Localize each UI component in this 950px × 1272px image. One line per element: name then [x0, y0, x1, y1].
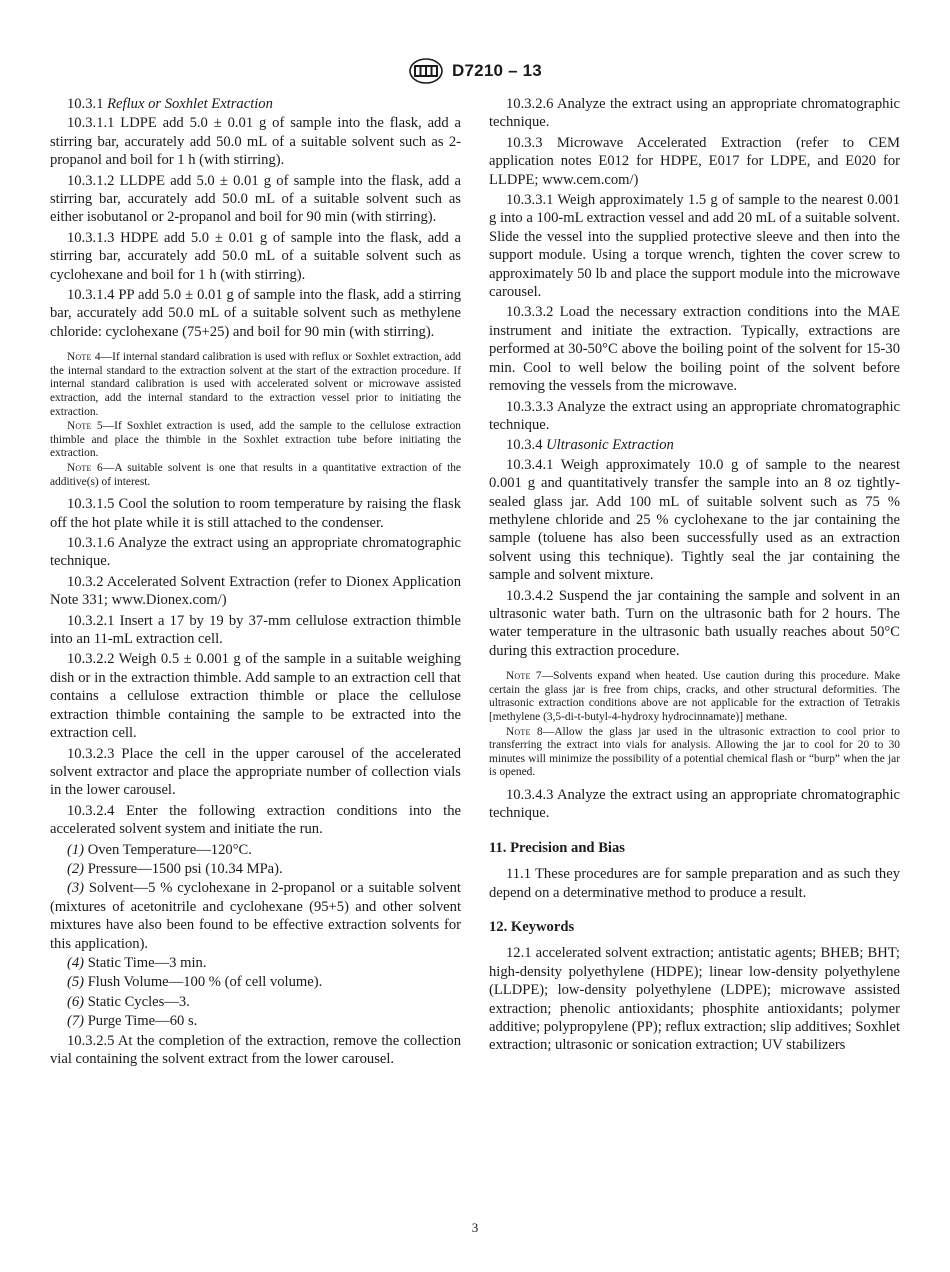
- condition-item: (7) Purge Time—60 s.: [67, 1013, 198, 1030]
- page-header: [0, 56, 950, 86]
- note-4: Note 4—If internal standard calibration is used with reflux or Soxhlet extraction, add the internal standard to the extraction solvent at the start of the extraction procedure. If internal standard calibration is used with accelerated solvent or microwave assisted extraction, add the internal standard to the extraction vessel prior to initiating the extraction.: [50, 351, 461, 418]
- document-id: D7210 – 13: [452, 61, 542, 80]
- paragraph-12-1: 12.1 accelerated solvent extraction; antistatic agents; BHEB; BHT; high-density polyethylene (HDPE); linear low-density polyethylene (LLDPE); low-density polyethylene (LDPE); microwave assisted extraction; phenolic antioxidants; phosphite antioxidants; polymer additive; polypropylene (PP); reflux extraction; slip additives; Soxhlet extraction; ultrasonic or sonication extraction; UV stabilizers: [489, 945, 900, 1054]
- paragraph-10-3-2-5: 10.3.2.5 At the completion of the extraction, remove the collection vial containing the solvent extract from the lower carousel.: [50, 1032, 461, 1067]
- page-number: 3: [471, 1220, 479, 1235]
- left-column: [50, 95, 461, 1070]
- notes-7-8: [489, 670, 900, 780]
- section-12-heading: 12. Keywords: [489, 918, 575, 935]
- paragraph-10-3-4-1: 10.3.4.1 Weigh approximately 10.0 g of sample to the nearest 0.001 g and quantitatively transfer the sample into an 8 oz tightly-sealed glass jar. Add 100 mL of suitable solvent such as 75 % methylene chloride and 25 % cyclohexane to the jar containing the sample (toluene has also been successfully used as an extraction solvent using this technique). Tightly seal the jar containing the sample and solvent mixture.: [489, 456, 900, 584]
- condition-item: (6) Static Cycles—3.: [67, 993, 190, 1010]
- paragraph-10-3-3: 10.3.3 Microwave Accelerated Extraction (refer to CEM application notes E012 for HDPE, E017 for LDPE, and E020 for LLDPE; www.cem.com/): [489, 134, 900, 188]
- paragraph-10-3-4-2: 10.3.4.2 Suspend the jar containing the sample and solvent in an ultrasonic water bath. Turn on the ultrasonic bath for 2 hours. The water temperature in the ultrasonic bath usually reaches about 50°C during this extraction procedure.: [489, 587, 900, 659]
- note-5: Note 5—If Soxhlet extraction is used, add the sample to the cellulose extraction thimble and place the thimble in the Soxhlet extraction tube before initiating the extraction.: [50, 420, 461, 460]
- paragraph-10-3-3-2: 10.3.3.2 Load the necessary extraction conditions into the MAE instrument and initiate the extraction. Typically, extractions are performed at 30-50°C above the boiling point of the solvent for 15-30 min. Cool to well below the boiling point of the solvent before removing the vessels from the microwave.: [489, 304, 900, 395]
- notes-4-6: [50, 351, 461, 489]
- paragraph-10-3-4-3: 10.3.4.3 Analyze the extract using an appropriate chromatographic technique.: [489, 786, 900, 822]
- paragraph-10-3-2-4: 10.3.2.4 Enter the following extraction conditions into the accelerated solvent system and initiate the run.: [50, 802, 461, 838]
- paragraph-10-3-2-1: 10.3.2.1 Insert a 17 by 19 by 37-mm cellulose extraction thimble into an 11-mL extraction cell.: [50, 612, 461, 648]
- paragraph-10-3-3-3: 10.3.3.3 Analyze the extract using an appropriate chromatographic technique.: [489, 398, 900, 433]
- right-column: [489, 95, 900, 1057]
- condition-item: (1) Oven Temperature—120°C.: [67, 841, 252, 858]
- paragraph-10-3-1-2: 10.3.1.2 LLDPE add 5.0 ± 0.01 g of sample into the flask, add a stirring bar, accurately add 50.0 mL of a suitable solvent such as either isobutanol or 2-propanol and boil for 90 min (with stirring).: [50, 172, 461, 226]
- note-8: Note 8—Allow the glass jar used in the ultrasonic extraction to cool prior to transferring the extract into vials for analysis. Allowing the jar to cool for 20 to 30 minutes will minimize the possibility of a potential chemical flash or “burp” when the jar is opened.: [489, 725, 900, 779]
- note-6: Note 6—A suitable solvent is one that results in a quantitative extraction of the additive(s) of interest.: [50, 462, 461, 488]
- section-11-heading: 11. Precision and Bias: [489, 839, 625, 856]
- paragraph-10-3-1-1: 10.3.1.1 LDPE add 5.0 ± 0.01 g of sample into the flask, add a stirring bar, accurately add 50.0 mL of a suitable solvent such as 2-propanol and boil for 1 h (with stirring).: [50, 115, 461, 169]
- paragraph-10-3-2-6: 10.3.2.6 Analyze the extract using an appropriate chromatographic technique.: [489, 96, 900, 131]
- paragraph-10-3-2: 10.3.2 Accelerated Solvent Extraction (refer to Dionex Application Note 331; www.Dionex.com/): [50, 573, 461, 609]
- condition-item: (2) Pressure—1500 psi (10.34 MPa).: [67, 860, 283, 877]
- section-10-3-1-heading: 10.3.1 Reflux or Soxhlet Extraction: [67, 96, 273, 112]
- paragraph-10-3-2-3: 10.3.2.3 Place the cell in the upper carousel of the accelerated solvent extractor and place the appropriate number of collection vials in the lower carousel.: [50, 745, 461, 799]
- condition-item: (4) Static Time—3 min.: [67, 954, 207, 971]
- paragraph-11-1: 11.1 These procedures are for sample preparation and as such they depend on a determinative method to produce a result.: [489, 866, 900, 901]
- paragraph-10-3-3-1: 10.3.3.1 Weigh approximately 1.5 g of sample to the nearest 0.001 g into a 100-mL extraction vessel and add 20 mL of a suitable solvent. Slide the vessel into the supplied protective sleeve and then into the support module. Using a torque wrench, tighten the cover screw to approximately 50 lb and place the support module into the microwave carousel.: [489, 192, 900, 301]
- astm-logo-icon: [408, 57, 444, 85]
- paragraph-10-3-1-5: 10.3.1.5 Cool the solution to room temperature by raising the flask off the hot plate while it is still attached to the condenser.: [50, 496, 461, 531]
- condition-item: (5) Flush Volume—100 % (of cell volume).: [67, 974, 323, 991]
- section-10-3-4-heading: 10.3.4 Ultrasonic Extraction: [506, 437, 674, 454]
- paragraph-10-3-1-6: 10.3.1.6 Analyze the extract using an appropriate chromatographic technique.: [50, 535, 461, 570]
- condition-item: (3) Solvent—5 % cyclohexane in 2-propanol or a suitable solvent (mixtures of acetonitrile and cyclohexane (95+5) and other solvent mixtures have also been found to be effective extraction solvents for this application).: [50, 880, 461, 952]
- note-7: Note 7—Solvents expand when heated. Use caution during this procedure. Make certain the glass jar is free from chips, cracks, and other structural deformities. The ultrasonic extraction conditions above are not applicable for the extraction of Tetrakis [methylene (3,5-di-t-butyl-4-hydroxy hydrocinnamate)] methane.: [489, 670, 900, 723]
- paragraph-10-3-2-2: 10.3.2.2 Weigh 0.5 ± 0.001 g of the sample in a suitable weighing dish or in the extraction thimble. Add sample to an extraction cell that contains a cellulose extraction thimble or place the cellulose extraction thimble containing the sample to be extracted into the extraction cell.: [50, 651, 461, 742]
- paragraph-10-3-1-4: 10.3.1.4 PP add 5.0 ± 0.01 g of sample into the flask, add a stirring bar, accurately add 50.0 mL of a suitable solvent such as methylene chloride: cyclohexane (75+25) and boil for 90 min (with stirring).: [50, 287, 461, 340]
- paragraph-10-3-1-3: 10.3.1.3 HDPE add 5.0 ± 0.01 g of sample into the flask, add a stirring bar, accurately add 50.0 mL of a suitable solvent such as cyclohexane and boil for 1 h (with stirring).: [50, 229, 461, 283]
